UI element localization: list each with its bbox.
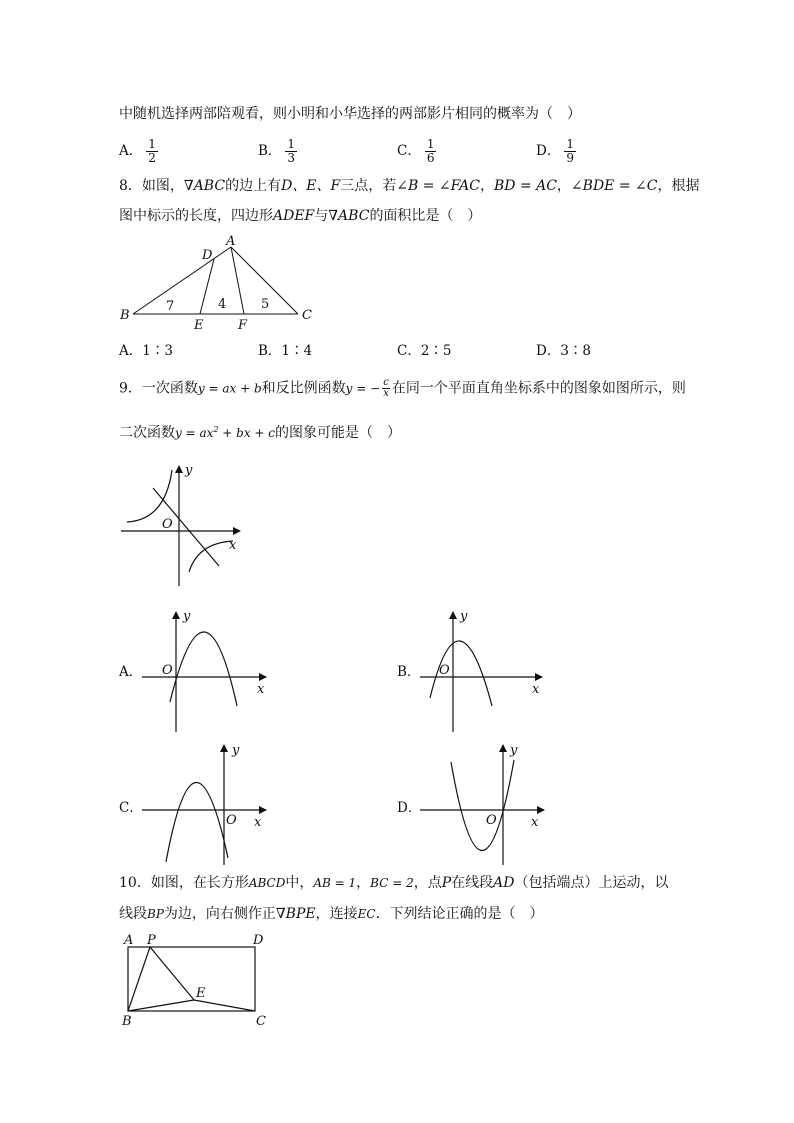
math-segment: BP	[147, 907, 164, 921]
choice-letter: B．	[258, 143, 282, 159]
math-point: P	[441, 875, 452, 891]
length-fc: 5	[261, 297, 270, 312]
question-number: 8．	[119, 178, 142, 194]
label-c: C	[302, 308, 312, 323]
origin-label: O	[439, 663, 450, 678]
label-a: A	[226, 234, 236, 249]
label-a: A	[124, 933, 134, 948]
origin-label: O	[486, 813, 497, 828]
math-condition: ∠BDE = ∠C	[570, 178, 658, 194]
segment-pb	[128, 947, 150, 1011]
segment-be	[128, 1000, 194, 1011]
choice-text: 1∶4	[281, 343, 313, 359]
length-ef: 4	[218, 297, 227, 312]
label-b: B	[122, 1014, 132, 1029]
q9-line2: 二次函数$y = ax^2$ + bx + c的图象可能是（ ）	[119, 425, 402, 441]
q8-line1: 8．如图，∇ABC的边上有D、E、F三点，若∠B = ∠FAC，BD = AC，∠BDE = ∠C，根据	[119, 178, 700, 194]
label-p: P	[147, 933, 156, 948]
fraction: $\frac{1}{9}$	[566, 137, 574, 165]
y-axis-label: y	[185, 463, 193, 478]
label-e: E	[194, 318, 204, 333]
q8-line2: 图中标示的长度，四边形ADEF与∇ABC的面积比是（ ）	[119, 208, 482, 224]
y-axis-label: y	[183, 609, 191, 624]
q9-option-b[interactable]: B．	[397, 664, 421, 680]
question-number: 10．	[119, 875, 151, 891]
label-d: D	[253, 933, 264, 948]
choice-text: 2∶5	[420, 343, 452, 359]
x-axis-label: x	[254, 815, 262, 830]
math-points: D、E、F	[281, 178, 341, 194]
label-d: D	[202, 248, 213, 263]
q7-tail: 中随机选择两部陪观看，则小明和小华选择的两部影片相同的概率为（ ）	[119, 106, 581, 122]
fraction: $\frac{1}{6}$	[426, 137, 435, 165]
math-condition: AB = 1	[313, 876, 357, 890]
math-condition: ∠B = ∠FAC	[396, 178, 480, 194]
math-condition: BD = AC	[493, 178, 557, 194]
math-condition: BC = 2	[370, 876, 414, 890]
fraction: $\frac{1}{3}$	[287, 137, 296, 165]
math-segment: AD	[493, 875, 515, 891]
x-axis-label: x	[257, 682, 265, 697]
choice-letter: B．	[258, 343, 282, 359]
label-e: E	[196, 986, 206, 1001]
label-b: B	[120, 308, 130, 323]
fraction: $\frac{c}{x}$	[383, 377, 389, 399]
math-triangle: ∇BPE	[275, 906, 316, 922]
choice-letter: A．	[119, 143, 143, 159]
q10-line2: 线段BP为边，向右侧作正∇BPE，连接EC．下列结论正确的是（ ）	[119, 906, 544, 922]
origin-label: O	[162, 517, 173, 532]
q9-line1: 9．一次函数y = ax + b和反比例函数y = − $\frac{c}{x}$ 在同一个平面直角坐标系中的图象如图所示，则	[119, 377, 686, 399]
q9-option-d[interactable]: D．	[397, 800, 422, 816]
math-triangle: ∇ABC	[183, 178, 226, 194]
x-axis-label: x	[532, 682, 540, 697]
q10-line1: 10．如图，在长方形ABCD中，AB = 1，BC = 2，点P在线段AD（包括端点）上运动，以	[119, 875, 669, 891]
choice-letter: D．	[536, 143, 561, 159]
segment-ec	[194, 1000, 255, 1011]
math-formula: $y = ax^2$ + bx + c	[175, 425, 276, 440]
fraction: $\frac{1}{2}$	[148, 137, 156, 165]
math-formula: y = −	[345, 381, 381, 396]
question-number: 9．	[119, 380, 142, 397]
origin-label: O	[226, 813, 237, 828]
math-formula: y = ax + b	[197, 381, 262, 396]
label-c: C	[256, 1014, 266, 1029]
q9-option-c[interactable]: C．	[119, 800, 143, 816]
x-axis-label: x	[531, 815, 539, 830]
q9-option-a[interactable]: A．	[119, 664, 143, 680]
choice-letter: A．	[119, 343, 143, 359]
choice-letter: C．	[397, 143, 421, 159]
y-axis-label: y	[460, 609, 468, 624]
y-axis-label: y	[232, 743, 240, 758]
x-axis-label: x	[229, 538, 237, 553]
math-triangle: ∇ABC	[328, 208, 370, 224]
math-rect: ABCD	[248, 876, 286, 890]
choice-letter: D．	[536, 343, 561, 359]
math-quad: ADEF	[273, 208, 315, 224]
length-be: 7	[166, 299, 175, 314]
origin-label: O	[162, 663, 173, 678]
y-axis-label: y	[510, 743, 518, 758]
math-segment: EC	[357, 907, 376, 921]
choice-text: 1∶3	[142, 343, 173, 359]
choice-letter: C．	[397, 343, 421, 359]
segment-pe	[150, 947, 194, 1000]
label-f: F	[238, 318, 248, 333]
choice-text: 3∶8	[560, 343, 592, 359]
